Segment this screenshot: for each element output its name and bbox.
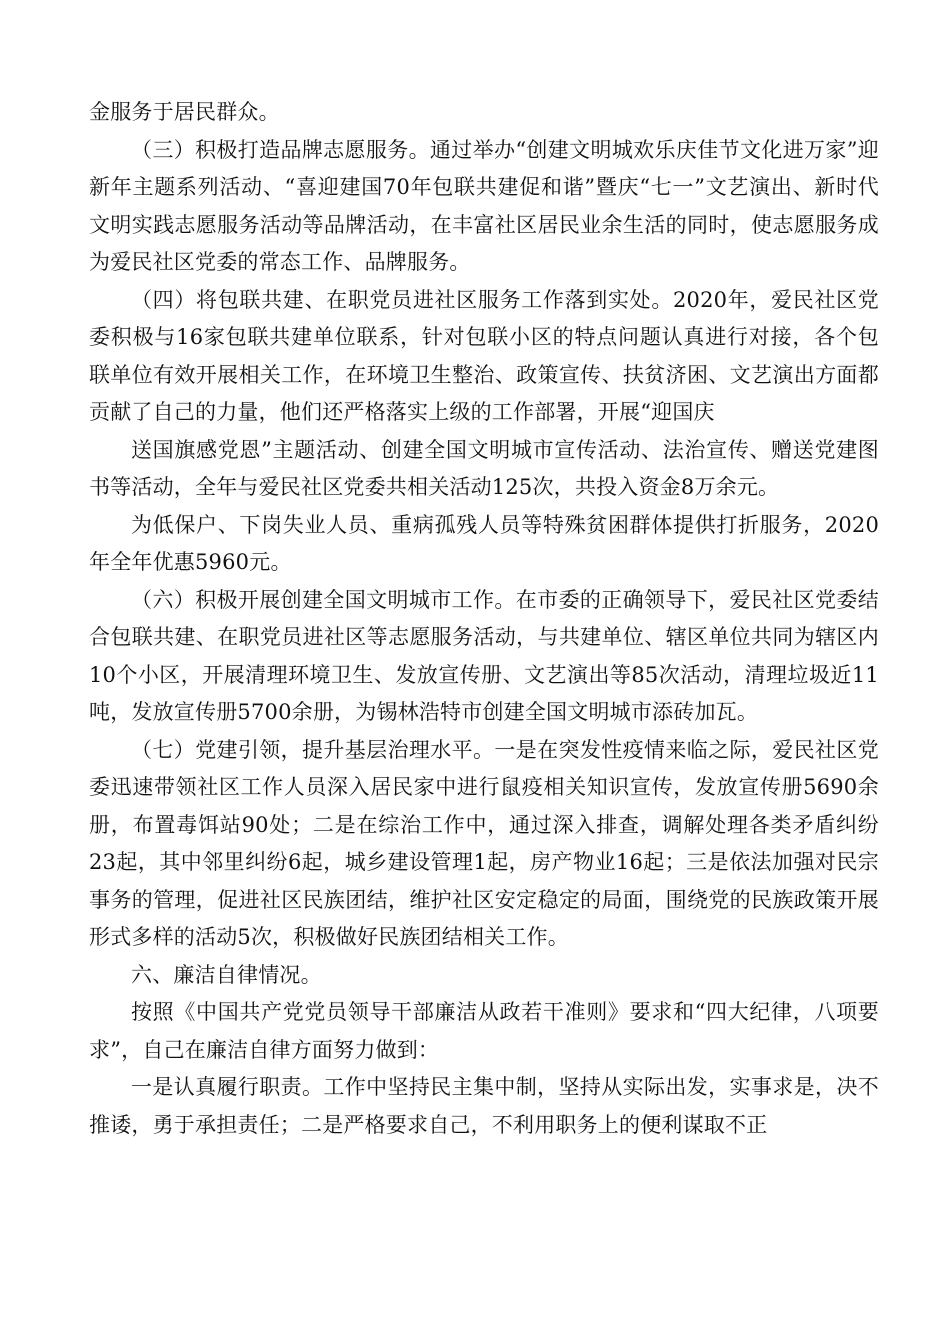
- document-body: [89, 94, 879, 1144]
- paragraph-discount-service: 为低保户、下岗失业人员、重病孤残人员等特殊贫困群体提供打折服务，2020年全年优惠5960元。: [89, 512, 879, 574]
- paragraph-duties: 一是认真履行职责。工作中坚持民主集中制，坚持从实际出发，实事求是，决不推诿，勇于承担责任；二是严格要求自己，不利用职务上的便利谋取不正: [89, 1075, 879, 1137]
- section-heading-integrity: 六、廉洁自律情况。: [131, 962, 322, 987]
- paragraph-brand-volunteer-service: （三）积极打造品牌志愿服务。通过举办“创建文明城欢乐庆佳节文化进万家”迎新年主题系列活动、“喜迎建国70年包联共建促和谐”暨庆“七一”文艺演出、新时代文明实践志愿服务活动等品牌活动，在丰富社区居民业余生活的同时，使志愿服务成为爱民社区党委的常态工作、品牌服务。: [89, 137, 879, 274]
- paragraph-integrity-rules: 按照《中国共产党党员领导干部廉洁从政若干准则》要求和“四大纪律，八项要求”，自己在廉洁自律方面努力做到：: [89, 1000, 879, 1062]
- paragraph-continuation-top: 金服务于居民群众。: [89, 100, 280, 124]
- paragraph-flag-activity: 送国旗感党恩”主题活动、创建全国文明城市宣传活动、法治宣传、赠送党建图书等活动，全年与爱民社区党委共相关活动125次，共投入资金8万余元。: [89, 437, 879, 499]
- paragraph-civilized-city: （六）积极开展创建全国文明城市工作。在市委的正确领导下，爱民社区党委结合包联共建、在职党员进社区等志愿服务活动，与共建单位、辖区单位共同为辖区内10个小区，开展清理环境卫生、发放宣传册、文艺演出等85次活动，清理垃圾近11吨，发放宣传册5700余册，为锡林浩特市创建全国文明城市添砖加瓦。: [89, 587, 879, 724]
- paragraph-grassroots-governance: （七）党建引领，提升基层治理水平。一是在突发性疫情来临之际，爱民社区党委迅速带领社区工作人员深入居民家中进行鼠疫相关知识宣传，发放宣传册5690余册，布置毒饵站90处；二是在综治工作中，通过深入排查，调解处理各类矛盾纠纷23起，其中邻里纠纷6起，城乡建设管理1起，房产物业16起；三是依法加强对民宗事务的管理，促进社区民族团结，维护社区安定稳定的局面，围绕党的民族政策开展形式多样的活动5次，积极做好民族团结相关工作。: [89, 737, 879, 949]
- paragraph-co-construction: （四）将包联共建、在职党员进社区服务工作落到实处。2020年，爱民社区党委积极与16家包联共建单位联系，针对包联小区的特点问题认真进行对接，各个包联单位有效开展相关工作，在环境卫生整治、政策宣传、扶贫济困、文艺演出方面都贡献了自己的力量，他们还严格落实上级的工作部署，开展“迎国庆: [89, 287, 879, 424]
